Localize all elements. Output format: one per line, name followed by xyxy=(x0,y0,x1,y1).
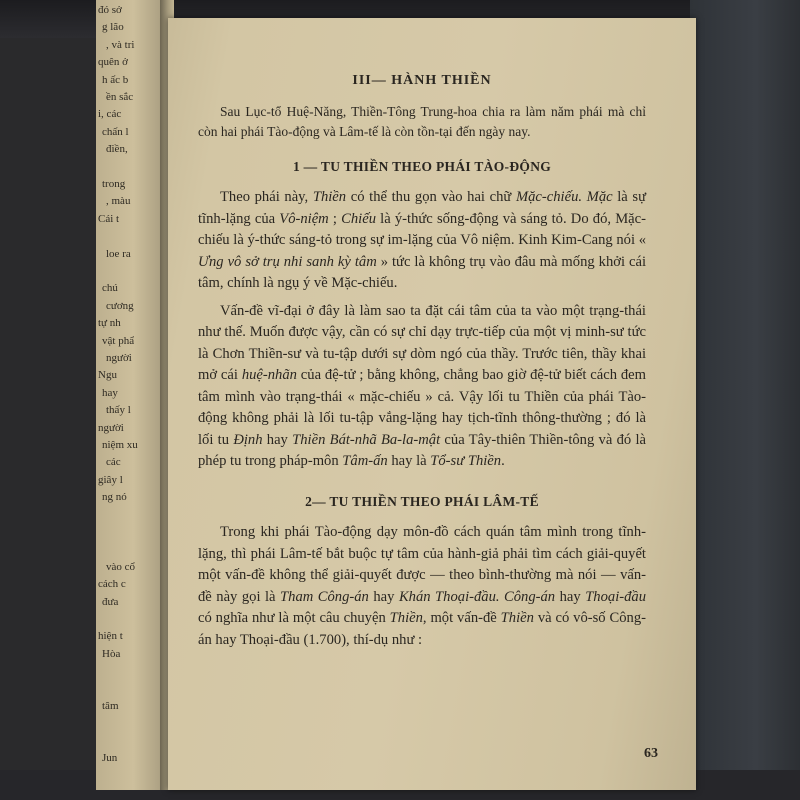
left-page-fragment: quên ở xyxy=(98,56,128,69)
left-page-fragment: thấy l xyxy=(106,404,131,417)
section-title-lam-te: 2— TU THIỀN THEO PHÁI LÂM-TẾ xyxy=(305,493,539,509)
left-page-fragment: các xyxy=(106,456,121,469)
left-page-fragment: hiện t xyxy=(98,630,123,643)
left-page-edge xyxy=(96,0,166,790)
section1-paragraph-2: Vấn-đề vĩ-đại ở đây là làm sao ta đặt cái tâm của ta vào một trạng-thái như thế. Muốn được vậy, cần có sự chỉ dạy trực-tiếp của một vị minh-sư tức là Chơn Thiền-sư và tu-tập dưới sự dòm ngó của thầy. Trước tiên, thầy khai mở cái huệ-nhãn của đệ-tử ; bằng không, chẳng bao giờ đệ-tử biết cách đem tâm mình vào trạng-thái « mặc-chiếu » cả. Vậy lối tu Thiền của phái Tào-động không phải là lối tu-tập vắng-lặng hay tịch-tĩnh thông-thường ; đó là lối tu Định hay Thiền Bát-nhã Ba-la-mật của Tây-thiên Thiền-tông và đó là phép tu trong pháp-môn Tâm-ấn hay là Tổ-sư Thiền. xyxy=(198,302,647,469)
left-page-fragment: người xyxy=(106,352,132,364)
left-page-fragment: trong xyxy=(102,178,126,190)
left-page-fragment: h ấc b xyxy=(102,73,129,86)
page-content xyxy=(198,70,646,651)
left-page-fragment: hay xyxy=(102,386,118,399)
chapter-title: III— HÀNH THIỀN xyxy=(352,73,492,88)
left-page-fragment: tự nh xyxy=(98,317,121,330)
section2-paragraph-1: Trong khi phái Tào-động dạy môn-đồ cách quán tâm mình trong tĩnh-lặng, thì phái Lâm-tế bắt buộc tự tâm của hành-giả phải tìm cách giải-quyết một vấn-đề không thể giải-quyết được — theo bình-thường mà nói — vấn-đề này gọi là Tham Công-án hay Khán Thoại-đầu. Công-án hay Thoại-đầu có nghĩa như là một câu chuyện Thiền, một vấn-đề Thiền và có vô-số Công-án hay Thoại-đầu (1.700), thí-dụ như : xyxy=(198,524,646,648)
left-page-fragment: ền sắc xyxy=(106,91,134,103)
intro-paragraph: Sau Lục-tổ Huệ-Năng, Thiền-Tông Trung-hoa chia ra làm năm phái mà chỉ còn hai phái Tào-động và Lâm-tế là còn tồn-tại đến ngày nay. xyxy=(198,103,646,139)
book-page xyxy=(168,18,696,790)
left-page-fragment: Hòa xyxy=(102,647,121,660)
left-page-fragment: Cái t xyxy=(98,212,120,225)
left-page-fragment: niệm xu xyxy=(102,439,138,451)
left-page-fragment: đưa xyxy=(102,595,119,608)
left-page-fragment: vật phẩ xyxy=(102,334,135,347)
left-page-fragment: cương xyxy=(106,299,134,312)
left-page-fragment: đó sở xyxy=(98,4,122,16)
backdrop-right xyxy=(690,0,800,800)
left-page-fragment: i, các xyxy=(98,108,122,121)
left-page-fragment: điền, xyxy=(106,143,128,156)
left-page-fragment: chú xyxy=(102,282,118,295)
left-page-fragment: cách c xyxy=(98,578,126,591)
left-page-fragment: vào cổ xyxy=(106,560,136,573)
section-title-tao-dong: 1 — TU THIỀN THEO PHÁI TÀO-ĐỘNG xyxy=(292,158,552,174)
section1-paragraph-1: Theo phái này, Thiền có thể thu gọn vào hai chữ Mặc-chiếu. Mặc là sự tĩnh-lặng của Vô-niệm ; Chiếu là ý-thức sống-động và sáng tỏ. Do đó, Mặc-chiếu là ý-thức sáng-tỏ trong sự im-lặng của Vô niệm. Kinh Kim-Cang nói « Ưng vô sở trụ nhi sanh kỳ tâm » tức là không trụ vào đâu mà mống khởi cái tâm, chính là ngụ ý về Mặc-chiếu. xyxy=(198,189,647,291)
page-number: 63 xyxy=(644,746,658,761)
left-page-fragment: , màu xyxy=(106,195,131,208)
left-page-fragment: , và tri xyxy=(106,38,135,51)
left-page-fragment: loe ra xyxy=(106,247,131,260)
left-page-fragment: Jun xyxy=(102,752,118,765)
left-page-fragment: g lão xyxy=(102,21,124,34)
left-page-fragment: tâm xyxy=(102,700,119,712)
left-page-fragment: ng nó xyxy=(102,491,127,504)
left-page-fragment: người xyxy=(98,421,124,434)
left-page-fragment: chấn l xyxy=(102,125,129,138)
left-page-fragment: Ngu xyxy=(98,369,117,382)
left-page-fragment: giây l xyxy=(98,473,123,486)
